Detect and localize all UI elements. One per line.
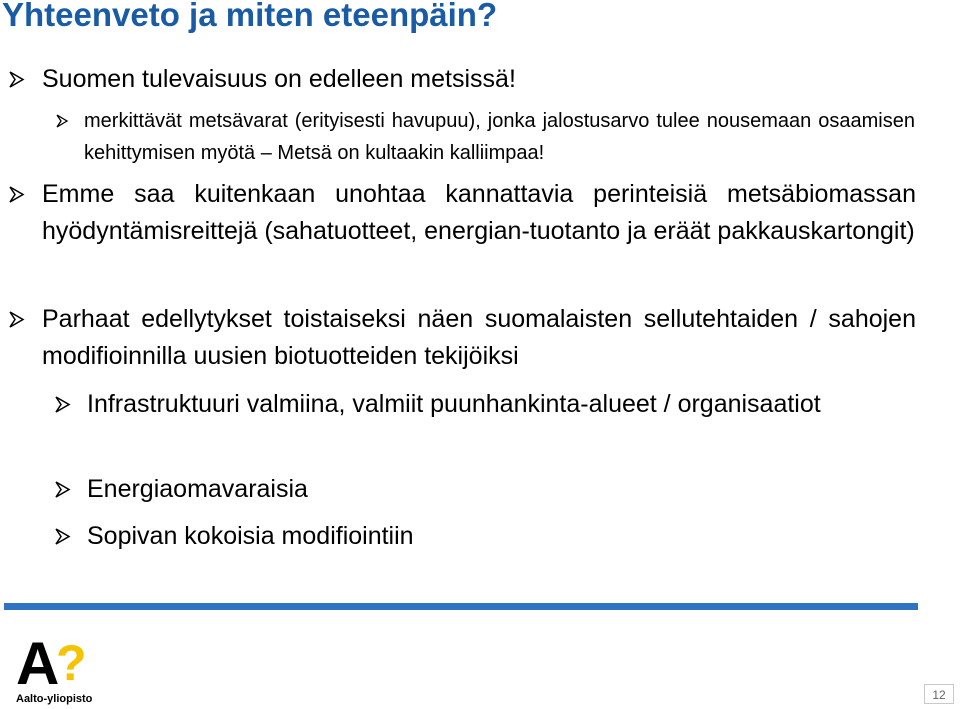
sub-bullet-item (54, 471, 554, 508)
aalto-logo (16, 634, 106, 706)
logo-text: Aalto-yliopisto (16, 693, 93, 705)
arrowhead-bullet-icon (54, 527, 71, 546)
arrowhead-bullet-icon (8, 70, 25, 89)
arrowhead-bullet-icon (54, 395, 71, 414)
bullet-text: Suomen tulevaisuus on edelleen metsissä! (42, 65, 516, 93)
bullet-text: Parhaat edellytykset toistaiseksi näen suomalaisten sellutehtaiden / sahojen modifioinnilla uusien biotuotteiden tekijöiksi (42, 305, 916, 370)
arrowhead-bullet-icon (54, 480, 71, 499)
arrowhead-bullet-icon (8, 310, 25, 329)
svg-text:A: A (16, 634, 60, 692)
bullet-text: merkittävät metsävarat (erityisesti havupuu), jonka jalostusarvo tulee nousemaan osaamisen kehittymisen myötä – Metsä on kultaakin kalliimpaa! (84, 110, 915, 164)
aalto-logo-mark-icon (16, 634, 100, 692)
sub-bullet-item (54, 518, 554, 555)
sub-bullet-item (55, 105, 915, 169)
sub-bullet-item (54, 386, 916, 423)
bullet-item (8, 176, 916, 250)
bullet-text: Sopivan kokoisia modifiointiin (87, 522, 414, 550)
page-number: 12 (924, 684, 954, 704)
arrowhead-bullet-icon (55, 113, 69, 129)
bullet-item (8, 61, 628, 98)
bullet-item (8, 301, 916, 375)
bullet-text: Infrastruktuuri valmiina, valmiit puunhankinta-alueet / organisaatiot (87, 390, 821, 418)
svg-text:?: ? (56, 635, 87, 691)
divider-rule (4, 603, 918, 610)
arrowhead-bullet-icon (8, 185, 25, 204)
slide-title: Yhteenveto ja miten eteenpäin? (2, 0, 498, 33)
bullet-text: Emme saa kuitenkaan unohtaa kannattavia perinteisiä metsäbiomassan hyödyntämisreittejä (sahatuotteet, energian-tuotanto ja eräät pakkauskartongit) (42, 180, 916, 245)
bullet-text: Energiaomavaraisia (87, 475, 308, 503)
